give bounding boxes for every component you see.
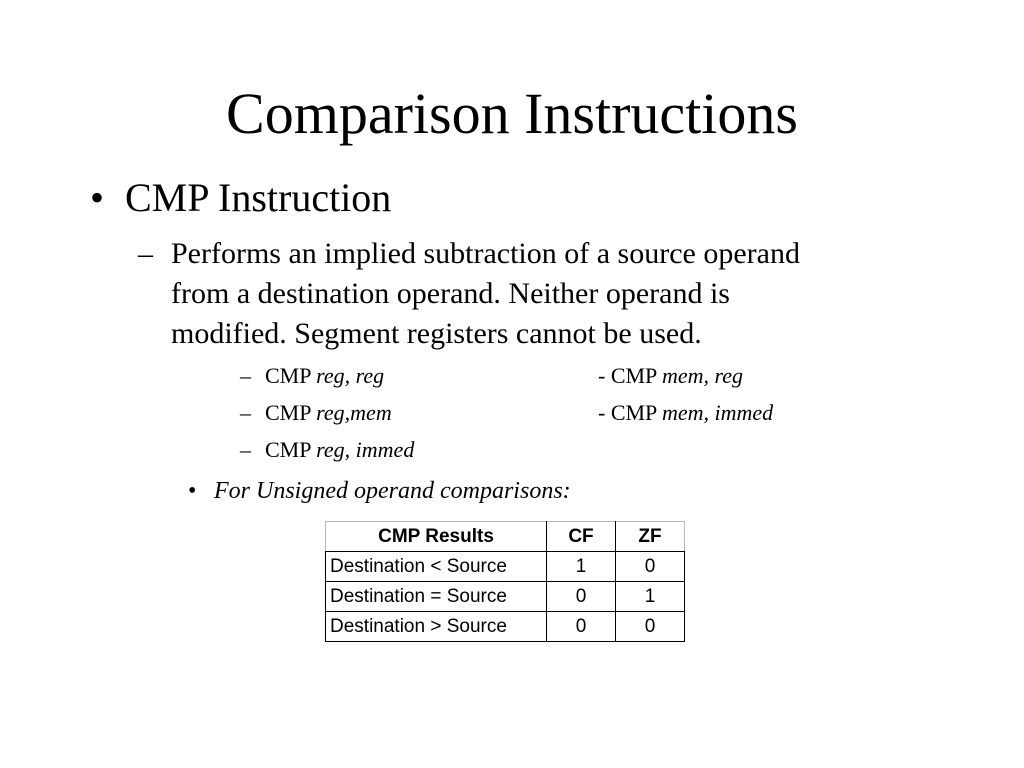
- row-label: Destination < Source: [326, 552, 547, 582]
- form-op: - CMP: [598, 363, 657, 388]
- dash-marker: –: [240, 363, 251, 388]
- note-text: For Unsigned operand comparisons:: [214, 478, 571, 504]
- table-row: [326, 612, 685, 642]
- bullet-marker: •: [90, 175, 105, 220]
- form-args: reg, immed: [316, 437, 415, 462]
- dash-marker: –: [240, 437, 251, 462]
- cmp-form-row-1: [240, 362, 744, 390]
- slide-title: Comparison Instructions: [226, 81, 798, 146]
- form-op: CMP: [265, 400, 311, 425]
- row-label: Destination > Source: [326, 612, 547, 642]
- table-row: [326, 552, 685, 582]
- form-args: reg, reg: [316, 363, 385, 388]
- zf-value: 0: [616, 612, 685, 642]
- form-args: reg,mem: [316, 400, 392, 425]
- cmp-form-row-3: [240, 436, 414, 464]
- bullet-cmp-instruction: [90, 174, 391, 222]
- cf-value: 1: [547, 552, 616, 582]
- zf-value: 1: [616, 582, 685, 612]
- dash-marker: –: [240, 400, 251, 425]
- table-header-row: [326, 522, 685, 552]
- description-text: [171, 234, 901, 354]
- form-op: CMP: [265, 363, 311, 388]
- cf-value: 0: [547, 612, 616, 642]
- description-line-1: Performs an implied subtraction of a source operand: [171, 237, 800, 270]
- bullet-text: CMP Instruction: [125, 175, 392, 220]
- header-cf: CF: [547, 522, 616, 552]
- form-right: [598, 399, 773, 427]
- form-args: mem, immed: [661, 400, 774, 425]
- form-op: - CMP: [598, 400, 657, 425]
- cf-value: 0: [547, 582, 616, 612]
- cmp-results-table: [325, 521, 685, 642]
- description-line-2: from a destination operand. Neither operand is: [171, 277, 730, 310]
- header-cmp-results: CMP Results: [326, 522, 547, 552]
- description-line-3: modified. Segment registers cannot be used.: [171, 317, 702, 350]
- bullet-marker: •: [188, 478, 197, 504]
- header-zf: ZF: [616, 522, 685, 552]
- form-right: [598, 362, 743, 390]
- table-row: [326, 582, 685, 612]
- cmp-form-row-2: [240, 399, 774, 427]
- row-label: Destination = Source: [326, 582, 547, 612]
- unsigned-note: [188, 476, 571, 506]
- zf-value: 0: [616, 552, 685, 582]
- dash-marker: –: [138, 237, 153, 270]
- form-op: CMP: [265, 437, 311, 462]
- form-args: mem, reg: [661, 363, 744, 388]
